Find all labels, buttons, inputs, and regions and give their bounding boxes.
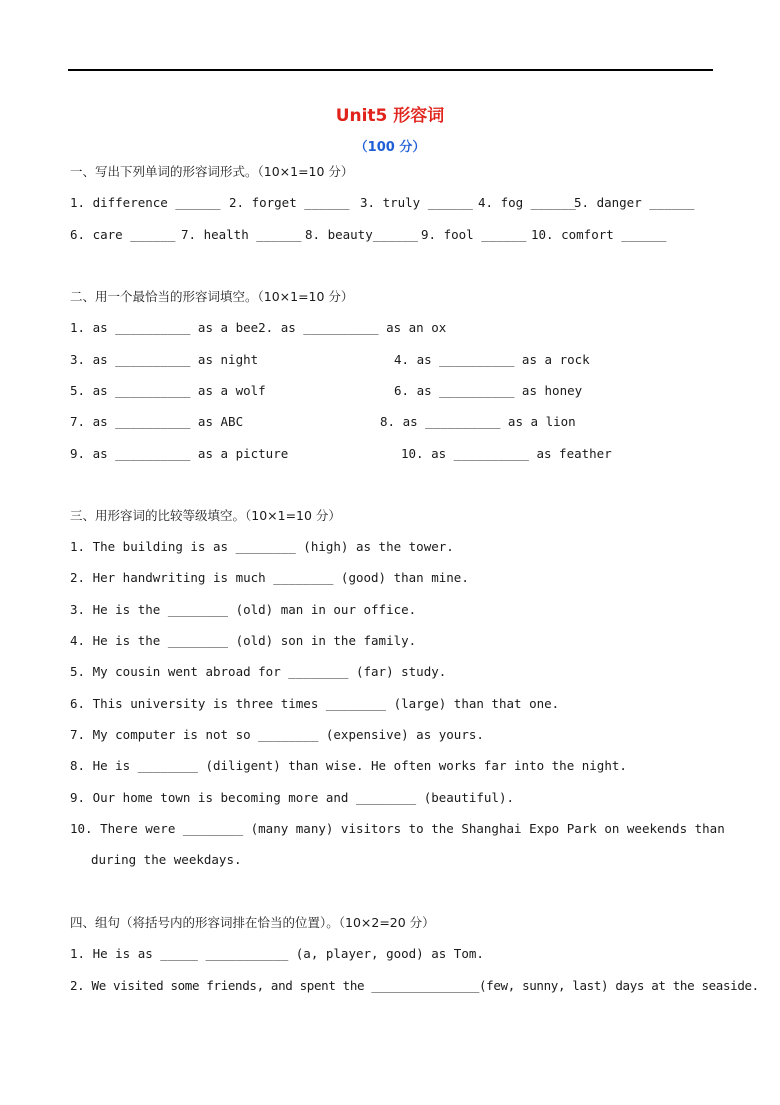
top-rule [68,69,713,71]
s2-q6: 6. as __________ as honey [394,383,583,398]
s1-q5: 5. danger ______ [574,195,695,210]
s3-q6: 6. This university is three times ________ (large) than that one. [70,696,560,711]
s3-q2: 2. Her handwriting is much ________ (good) than mine. [70,570,469,585]
s2-q9: 9. as __________ as a picture [70,446,289,461]
s1-q2: 2. forget ______ [229,195,350,210]
s3-q1: 1. The building is as ________ (high) as the tower. [70,539,454,554]
s2-q4: 4. as __________ as a rock [394,352,590,367]
section1-heading: 一、写出下列单词的形容词形式。（10×1=10 分） [70,164,354,179]
s2-q3: 3. as __________ as night [70,352,259,367]
s2-q7: 7. as __________ as ABC [70,414,244,429]
s3-q8: 8. He is ________ (diligent) than wise. He often works far into the night. [70,758,627,773]
s1-q1: 1. difference ______ [70,195,221,210]
section3-heading: 三、用形容词的比较等级填空。（10×1=10 分） [70,508,341,523]
s1-q3: 3. truly ______ [360,195,473,210]
s2-q8: 8. as __________ as a lion [380,414,576,429]
s4-q1: 1. He is as _____ ___________ (a, player, good) as Tom. [70,946,484,961]
s3-q5: 5. My cousin went abroad for ________ (far) study. [70,664,447,679]
s3-q3: 3. He is the ________ (old) man in our office. [70,602,417,617]
s1-q9: 9. fool ______ [421,227,527,242]
s2-q5: 5. as __________ as a wolf [70,383,266,398]
s3-q4: 4. He is the ________ (old) son in the family. [70,633,417,648]
page-title: Unit5 形容词 [335,106,445,126]
s1-q8: 8. beauty______ [305,227,418,242]
s1-q4: 4. fog ______ [478,195,576,210]
s1-q10: 10. comfort ______ [531,227,667,242]
s2-q1-2: 1. as __________ as a bee2. as __________ as an ox [70,320,447,335]
s3-q9: 9. Our home town is becoming more and ________ (beautiful). [70,790,515,805]
s2-q10: 10. as __________ as feather [401,446,612,461]
s1-q6: 6. care ______ [70,227,176,242]
s3-q7: 7. My computer is not so ________ (expensive) as yours. [70,727,484,742]
s4-q2: 2. We visited some friends, and spent the _______________(few, sunny, last) days at the seaside. [70,978,759,993]
total-score: （100 分） [354,140,426,155]
section2-heading: 二、用一个最恰当的形容词填空。（10×1=10 分） [70,289,354,304]
section4-heading: 四、组句（将括号内的形容词排在恰当的位置）。（10×2=20 分） [70,915,435,930]
s3-q10-cont: during the weekdays. [91,852,242,867]
s1-q7: 7. health ______ [181,227,302,242]
s3-q10: 10. There were ________ (many many) visitors to the Shanghai Expo Park on weekends than [70,821,725,836]
